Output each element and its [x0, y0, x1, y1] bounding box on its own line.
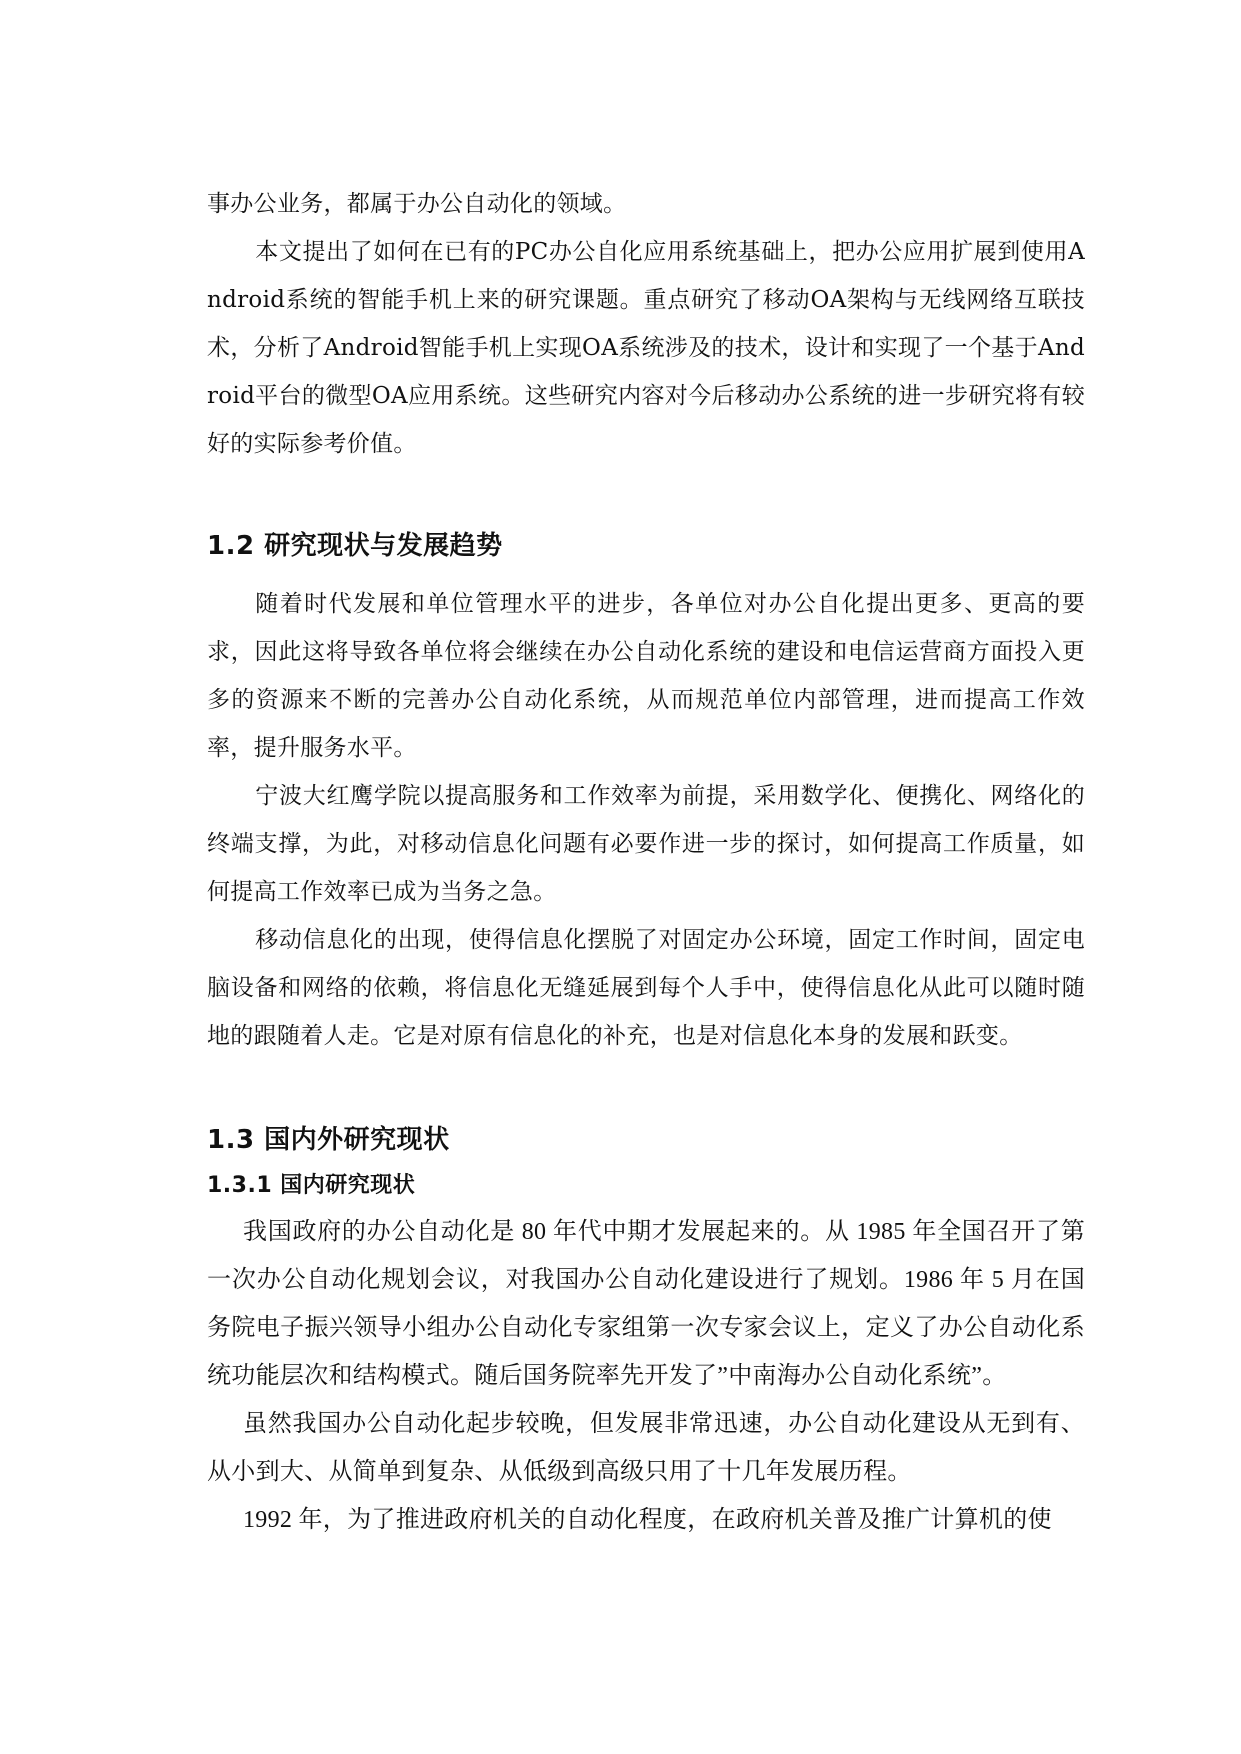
section-1-2-paragraph-3: 移动信息化的出现，使得信息化摆脱了对固定办公环境，固定工作时间，固定电脑设备和网络的依赖，将信息化无缝延展到每个人手中，使得信息化从此可以随时随地的跟随着人走。它是对原有信息化的补充，也是对信息化本身的发展和跃变。: [207, 927, 1085, 1049]
page-content: [207, 180, 1085, 1544]
section-1-3-1-paragraph-2: 虽然我国办公自动化起步较晚，但发展非常迅速，办公自动化建设从无到有、从小到大、从简单到复杂、从低级到高级只用了十几年发展历程。: [207, 1411, 1085, 1485]
intro-paragraph-2: 本文提出了如何在已有的PC办公自化应用系统基础上，把办公应用扩展到使用Android系统的智能手机上来的研究课题。重点研究了移动OA架构与无线网络互联技术，分析了Android智能手机上实现OA系统涉及的技术，设计和实现了一个基于Android平台的微型OA应用系统。这些研究内容对今后移动办公系统的进一步研究将有较好的实际参考价值。: [207, 239, 1085, 457]
subsection-heading-1-3-1: 1.3.1 国内研究现状: [207, 1173, 416, 1198]
section-1-3-1-paragraph-1: 我国政府的办公自动化是 80 年代中期才发展起来的。从 1985 年全国召开了第一次办公自动化规划会议，对我国办公自动化建设进行了规划。1986 年 5 月在国务院电子振兴领导小组办公自动化专家组第一次专家会议上，定义了办公自动化系统功能层次和结构模式。随后国务院率先开发了”中南海办公自动化系统”。: [207, 1219, 1085, 1389]
section-1-3-1-paragraph-3: 1992 年，为了推进政府机关的自动化程度，在政府机关普及推广计算机的使: [243, 1507, 1052, 1533]
section-1-2-paragraph-2: 宁波大红鹰学院以提高服务和工作效率为前提，采用数学化、便携化、网络化的终端支撑，为此，对移动信息化问题有必要作进一步的探讨，如何提高工作质量，如何提高工作效率已成为当务之急。: [207, 783, 1085, 905]
intro-paragraph-1: 事办公业务，都属于办公自动化的领域。: [207, 191, 627, 217]
section-heading-1-2: 1.2 研究现状与发展趋势: [207, 531, 503, 561]
section-heading-1-3: 1.3 国内外研究现状: [207, 1125, 450, 1155]
section-1-2-paragraph-1: 随着时代发展和单位管理水平的进步，各单位对办公自化提出更多、更高的要求，因此这将导致各单位将会继续在办公自动化系统的建设和电信运营商方面投入更多的资源来不断的完善办公自动化系统，从而规范单位内部管理，进而提高工作效率，提升服务水平。: [207, 591, 1085, 761]
